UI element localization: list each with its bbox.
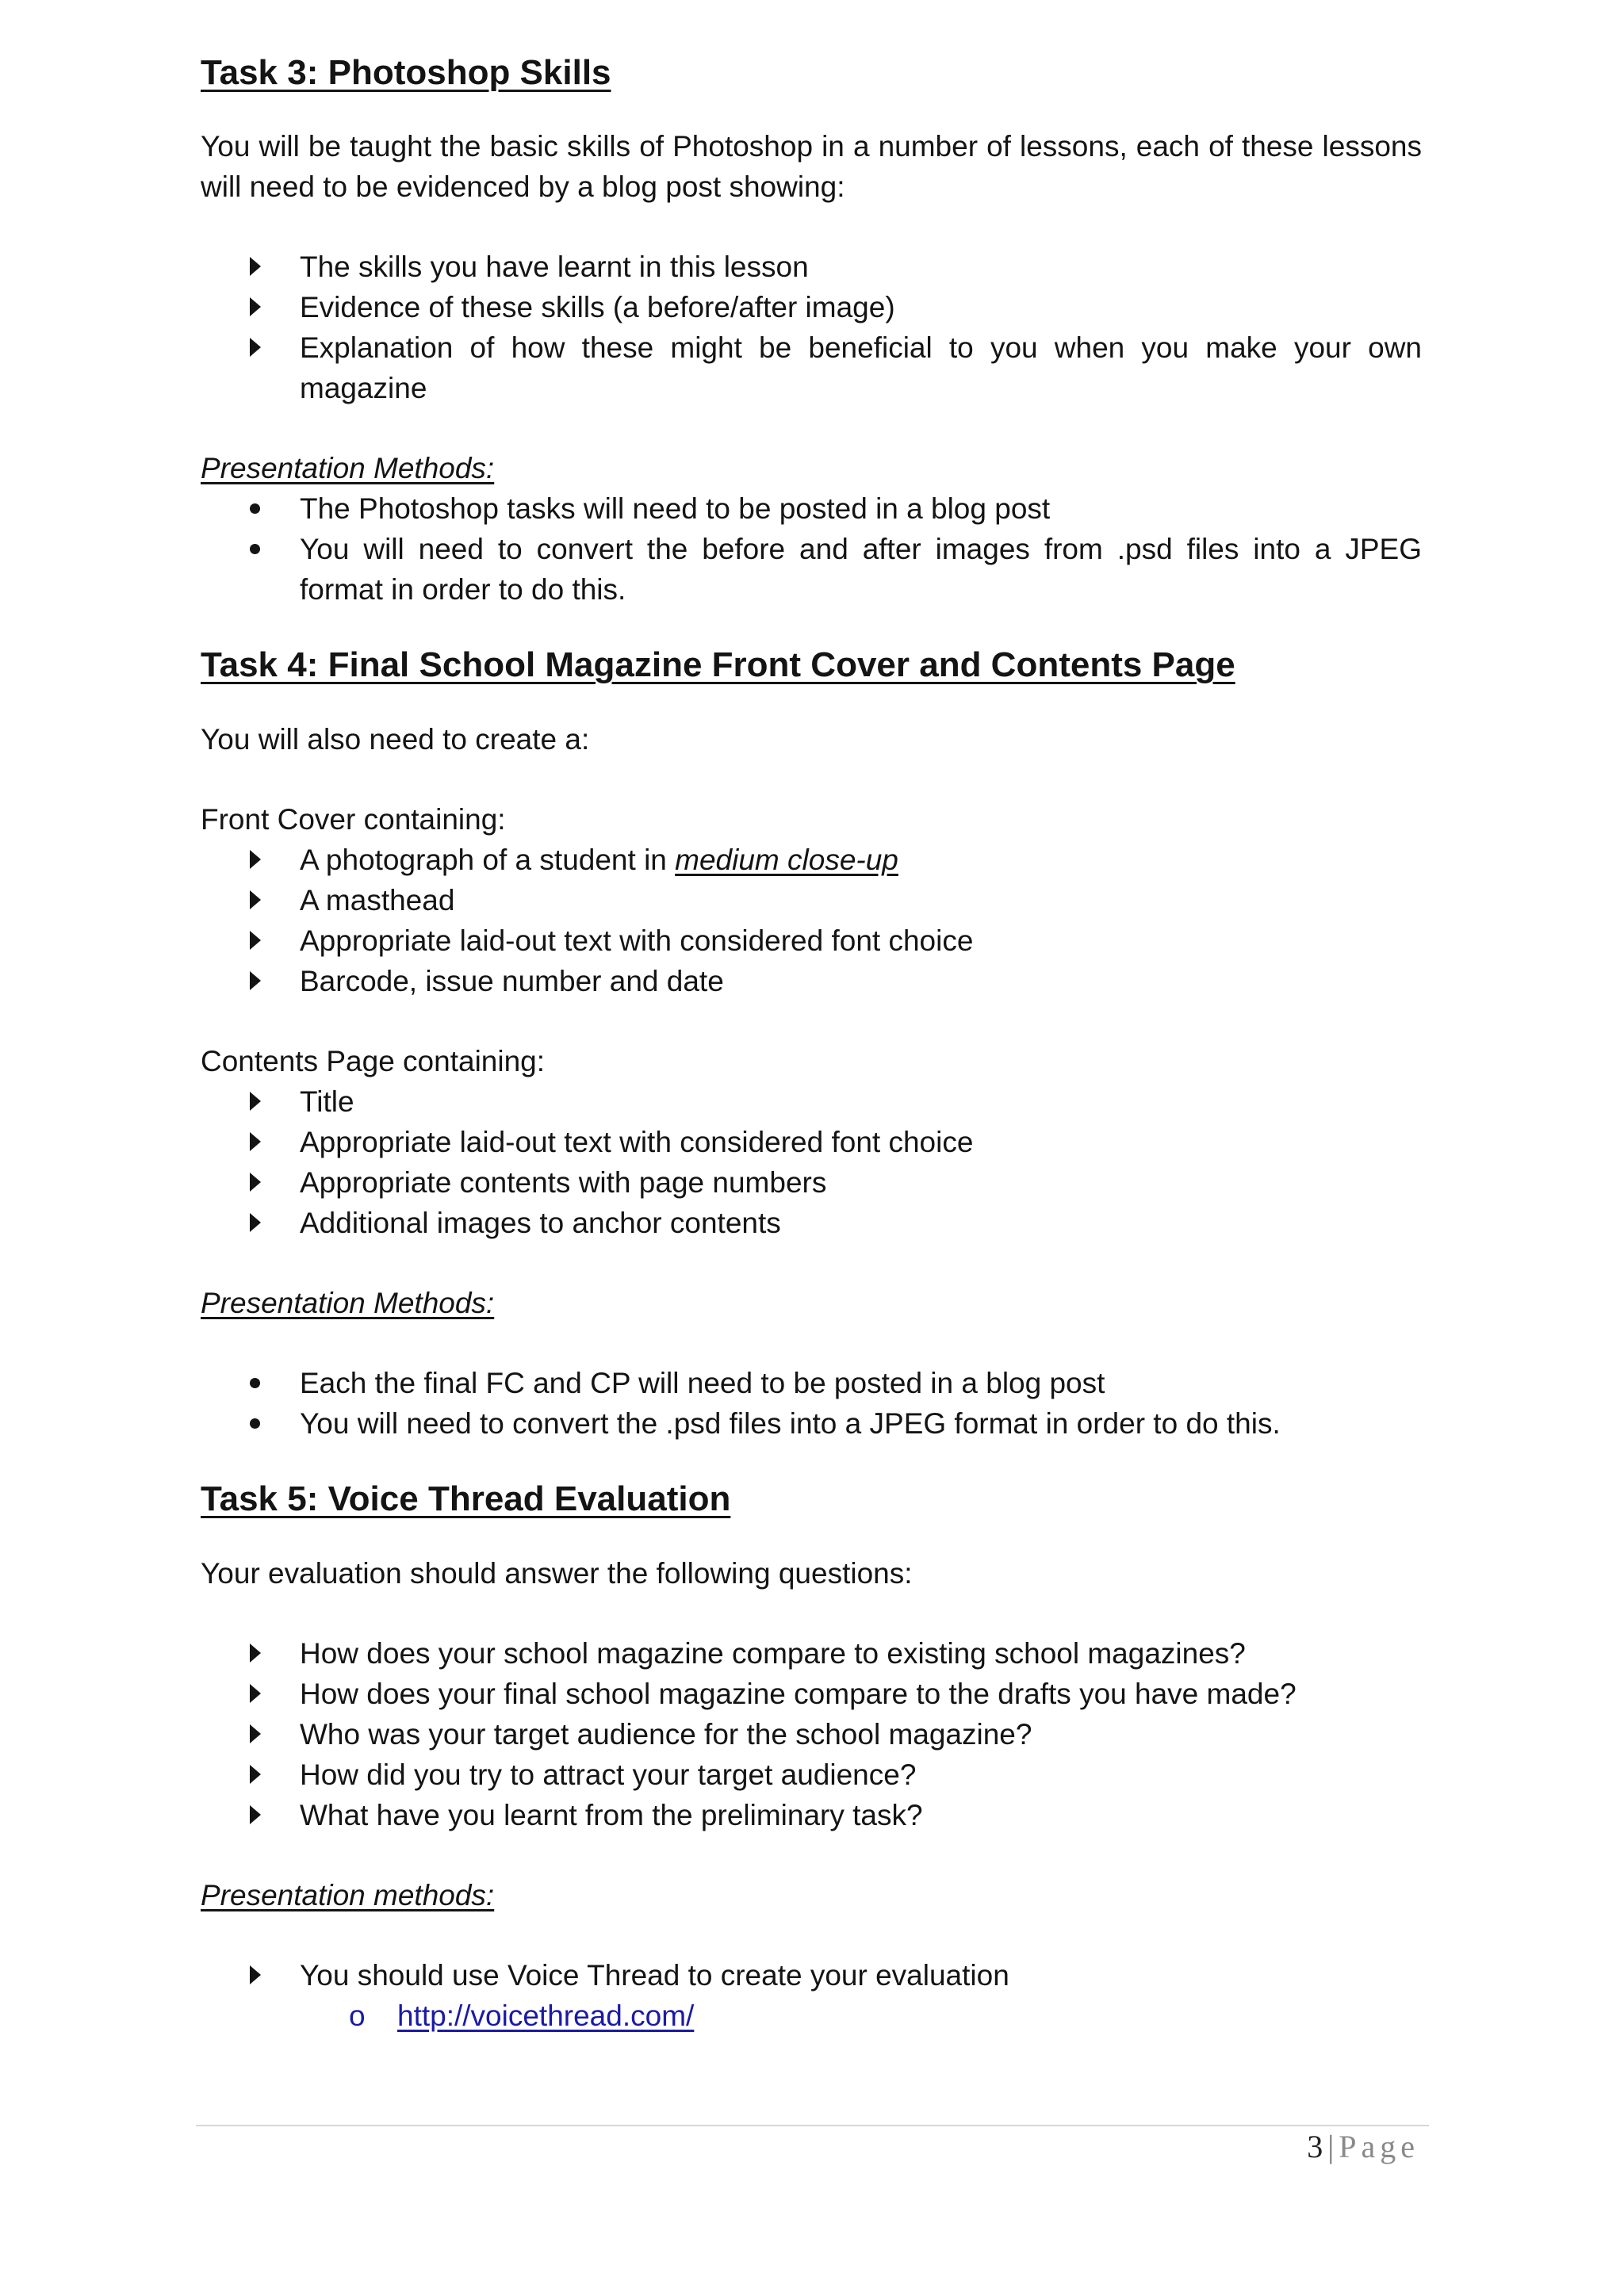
arrow-bullet-icon	[250, 1955, 282, 1996]
list-item: How does your school magazine compare to existing school magazines?	[201, 1633, 1422, 1674]
voicethread-link[interactable]: http://voicethread.com/	[397, 1999, 695, 2032]
voicethread-link-item	[201, 1996, 1422, 2036]
task4-heading: Task 4: Final School Magazine Front Cover and Contents Page	[201, 645, 1235, 684]
arrow-bullet-icon	[250, 287, 282, 327]
page-word: Page	[1339, 2129, 1419, 2164]
document-page	[201, 46, 1422, 2036]
front-cover-label: Front Cover containing:	[201, 803, 506, 836]
list-item: Barcode, issue number and date	[201, 961, 1422, 1001]
page-footer	[1307, 2126, 1419, 2168]
list-item: The Photoshop tasks will need to be posted in a blog post	[201, 488, 1422, 529]
arrow-bullet-icon	[250, 1795, 282, 1835]
list-item: Appropriate contents with page numbers	[201, 1162, 1422, 1203]
list-item: Who was your target audience for the school magazine?	[201, 1714, 1422, 1755]
arrow-bullet-icon	[250, 1714, 282, 1755]
task5-presentation-label: Presentation methods:	[201, 1879, 495, 1911]
arrow-bullet-icon	[250, 247, 282, 287]
list-item: How does your final school magazine compare to the drafts you have made?	[201, 1674, 1422, 1714]
arrow-bullet-icon	[250, 1633, 282, 1674]
contents-page-label: Contents Page containing:	[201, 1045, 546, 1077]
list-item: What have you learnt from the preliminary task?	[201, 1795, 1422, 1835]
task3-presentation-list	[201, 488, 1422, 610]
bullet-dot-icon	[250, 1403, 282, 1444]
list-item: Title	[201, 1081, 1422, 1122]
page-number: 3	[1307, 2129, 1323, 2164]
task3-presentation-label: Presentation Methods:	[201, 452, 495, 484]
arrow-bullet-icon	[250, 1203, 282, 1243]
list-item: A masthead	[201, 880, 1422, 920]
arrow-bullet-icon	[250, 1122, 282, 1162]
arrow-bullet-icon	[250, 961, 282, 1001]
bullet-dot-icon	[250, 529, 282, 569]
list-item: Additional images to anchor contents	[201, 1203, 1422, 1243]
task5-intro: Your evaluation should answer the following questions:	[201, 1557, 913, 1590]
task5-heading: Task 5: Voice Thread Evaluation	[201, 1479, 731, 1518]
list-item: Appropriate laid-out text with considered font choice	[201, 1122, 1422, 1162]
arrow-bullet-icon	[250, 1755, 282, 1795]
front-cover-list	[201, 840, 1422, 1001]
task3-heading: Task 3: Photoshop Skills	[201, 53, 611, 92]
list-item: The skills you have learnt in this lesson	[201, 247, 1422, 287]
arrow-bullet-icon	[250, 1674, 282, 1714]
list-item: Evidence of these skills (a before/after image)	[201, 287, 1422, 327]
arrow-bullet-icon	[250, 1162, 282, 1203]
arrow-bullet-icon	[250, 840, 282, 880]
task4-presentation-label: Presentation Methods:	[201, 1287, 495, 1319]
bullet-dot-icon	[250, 1363, 282, 1403]
footer-divider	[196, 2125, 1429, 2126]
medium-close-up-emphasis: medium close-up	[675, 844, 898, 876]
list-item: How did you try to attract your target audience?	[201, 1755, 1422, 1795]
list-item: You will need to convert the .psd files into a JPEG format in order to do this.	[201, 1403, 1422, 1444]
list-item: You will need to convert the before and after images from .psd files into a JPEG format in order to do this.	[201, 529, 1422, 610]
arrow-bullet-icon	[250, 880, 282, 920]
list-item: Explanation of how these might be beneficial to you when you make your own magazine	[201, 327, 1422, 408]
arrow-bullet-icon	[250, 327, 282, 368]
circle-bullet-icon: o	[349, 1999, 366, 2032]
evaluation-questions-list	[201, 1633, 1422, 1835]
task4-intro: You will also need to create a:	[201, 723, 590, 756]
list-item: Appropriate laid-out text with considered font choice	[201, 920, 1422, 961]
footer-separator: |	[1327, 2129, 1335, 2164]
list-item: You should use Voice Thread to create your evaluation	[201, 1955, 1422, 1996]
bullet-dot-icon	[250, 488, 282, 529]
task4-presentation-list	[201, 1363, 1422, 1444]
arrow-bullet-icon	[250, 920, 282, 961]
task3-skills-list	[201, 247, 1422, 408]
list-item: A photograph of a student in medium close-up	[201, 840, 1422, 880]
task5-presentation-list	[201, 1955, 1422, 1996]
contents-page-list	[201, 1081, 1422, 1243]
list-item: Each the final FC and CP will need to be posted in a blog post	[201, 1363, 1422, 1403]
arrow-bullet-icon	[250, 1081, 282, 1122]
task3-intro: You will be taught the basic skills of Photoshop in a number of lessons, each of these lessons will need to be evidenced by a blog post showing:	[201, 130, 1422, 203]
